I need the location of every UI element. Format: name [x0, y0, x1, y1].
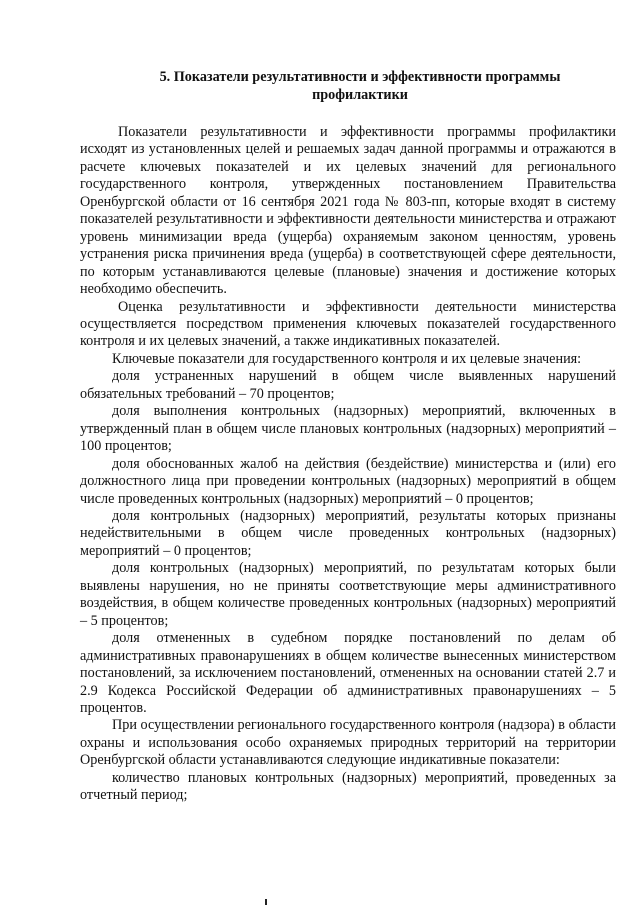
list-item-indicator: доля обоснованных жалоб на действия (бездействие) министерства и (или) его должностного лица при проведении контрольных (надзорных) мероприятий в общем числе проведенных контрольных (надзорных) мероприятий – 0 процентов; — [80, 455, 616, 507]
list-item-indicative: количество плановых контрольных (надзорных) мероприятий, проведенных за отчетный период; — [80, 769, 616, 804]
paragraph-indicative-intro: При осуществлении регионального государственного контроля (надзора) в области охраны и использования особо охраняемых природных территорий на территории Оренбургской области устанавливаются следующие индикативные показатели: — [80, 717, 616, 769]
paragraph-key-indicators-heading: Ключевые показатели для государственного контроля и их целевые значения: — [112, 350, 582, 367]
list-item-indicator: доля отмененных в судебном порядке постановлений по делам об административных правонарушениях в общем количестве вынесенных министерством постановлений, за исключением постановлений, отмененных на основании статей 2.7 и 2.9 Кодекса Российской Федерации об административных правонарушениях – 5 процентов. — [80, 630, 616, 716]
section-title — [80, 68, 640, 104]
scan-mark — [265, 899, 267, 905]
section-title-line-2: профилактики — [312, 87, 408, 103]
list-item-indicator: доля контрольных (надзорных) мероприятий, результаты которых признаны недействительными в общем числе проведенных контрольных (надзорных) мероприятий – 0 процентов; — [80, 507, 616, 559]
paragraph-intro: Показатели результативности и эффективности программы профилактики исходят из установленных целей и решаемых задач данной программы и отражаются в расчете ключевых показателей и их целевых значений для регионального государственного контроля, утвержденных постановлением Правительства Оренбургской области от 16 сентября 2021 года № 803-пп, которые входят в систему показателей результативности и эффективности деятельности министерства и отражают уровень минимизации вреда (ущерба) охраняемым законом ценностям, уровень устранения риска причинения вреда (ущерба) в соответствующей сфере деятельности, по которым устанавливаются целевые (плановые) значения и достижение которых необходимо обеспечить. — [80, 124, 616, 298]
paragraph-assessment: Оценка результативности и эффективности деятельности министерства осуществляется посредством применения ключевых показателей государственного контроля и их целевых значений, а также индикативных показателей. — [80, 298, 616, 350]
list-item-indicator: доля устраненных нарушений в общем числе выявленных нарушений обязательных требований – 70 процентов; — [80, 368, 616, 402]
list-item-indicator: доля контрольных (надзорных) мероприятий, по результатам которых были выявлены нарушения, но не приняты соответствующие меры административного воздействия, в общем количестве проведенных контрольных (надзорных) мероприятий – 5 процентов; — [80, 560, 616, 629]
section-title-line-1: 5. Показатели результативности и эффективности программы — [159, 69, 561, 85]
document-body — [80, 124, 616, 805]
list-item-indicator: доля выполнения контрольных (надзорных) мероприятий, включенных в утвержденный план в общем числе плановых контрольных (надзорных) мероприятий – 100 процентов; — [80, 403, 616, 455]
